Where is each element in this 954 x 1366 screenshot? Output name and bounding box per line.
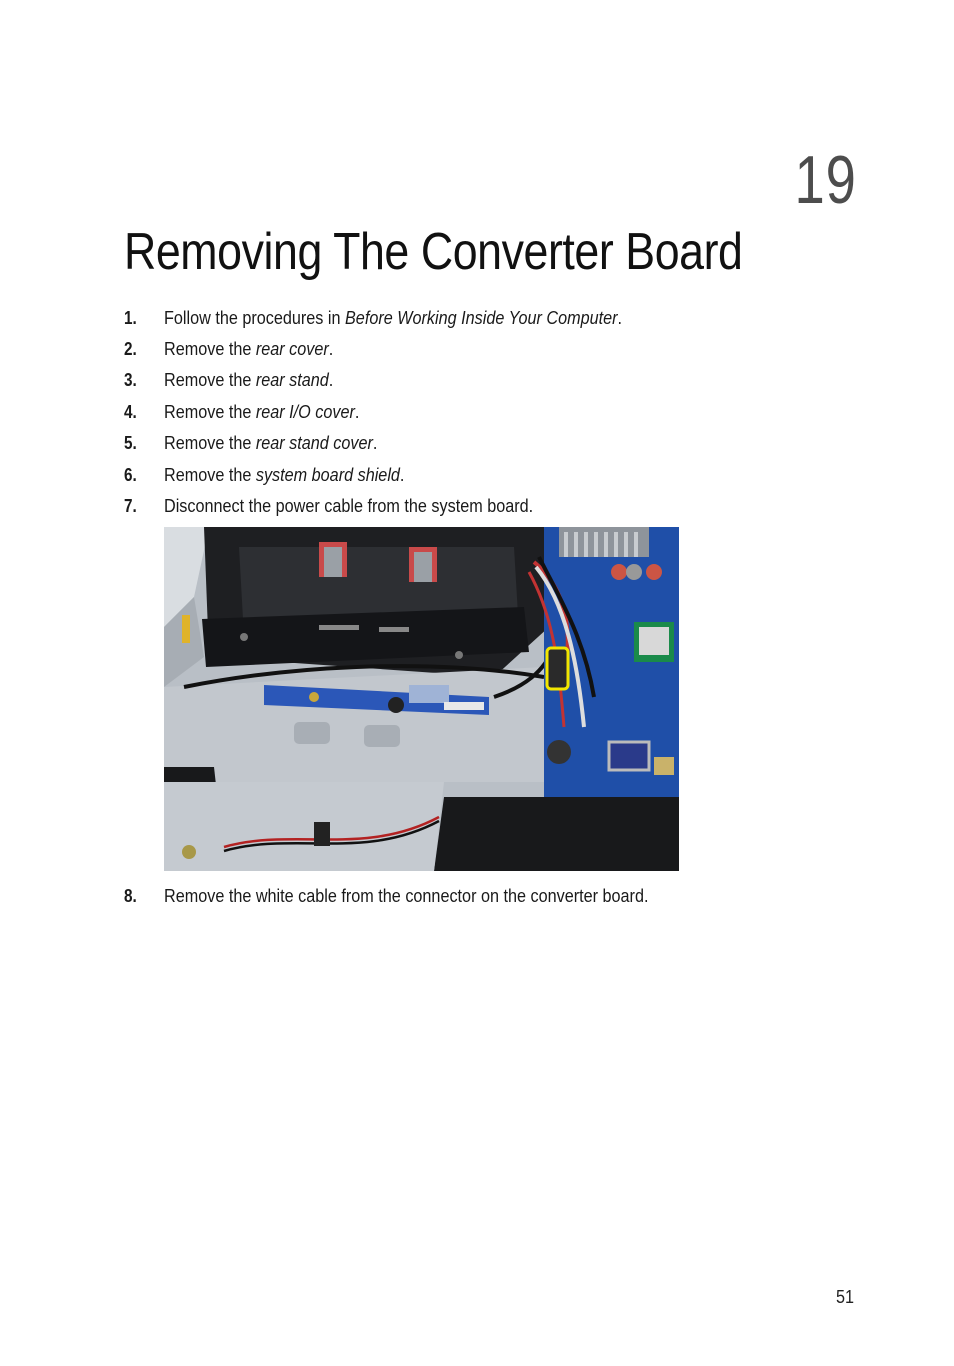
step-number: 6. <box>124 465 137 485</box>
step-link[interactable]: rear stand <box>255 370 329 390</box>
step-link[interactable]: system board shield <box>255 465 400 485</box>
step-number: 8. <box>124 886 137 906</box>
step-link[interactable]: rear cover <box>255 339 329 359</box>
step-text-pre: Remove the <box>164 465 256 485</box>
step-number: 7. <box>124 496 137 516</box>
step-link[interactable]: rear stand cover <box>255 433 373 453</box>
step-text-post: . <box>328 339 334 359</box>
step-number: 2. <box>124 339 137 359</box>
step-text-post: . <box>328 370 334 390</box>
step-text-post: . <box>354 402 360 422</box>
step-2 <box>124 336 844 362</box>
step-text-pre: Remove the <box>164 433 256 453</box>
step-1 <box>124 305 844 331</box>
step-number: 3. <box>124 370 137 390</box>
step-8 <box>124 883 844 909</box>
page-number: 51 <box>835 1287 854 1307</box>
step-text <box>164 305 622 331</box>
step-text: Disconnect the power cable from the system board. <box>164 496 534 516</box>
step-number: 4. <box>124 402 137 422</box>
step-text <box>164 367 333 393</box>
step-6 <box>124 462 844 488</box>
step-text-post: . <box>372 433 378 453</box>
step-number: 5. <box>124 433 137 453</box>
step-text-post: . <box>617 308 623 328</box>
step-text <box>164 399 359 425</box>
step-link[interactable]: rear I/O cover <box>255 402 355 422</box>
step-text-pre: Remove the <box>164 370 256 390</box>
step-text-pre: Remove the <box>164 339 256 359</box>
step-text <box>164 336 333 362</box>
step-4 <box>124 399 844 425</box>
step-text-pre: Remove the <box>164 402 256 422</box>
chapter-number: 19 <box>794 142 857 218</box>
step-5 <box>124 430 844 456</box>
step-link[interactable]: Before Working Inside Your Computer <box>344 308 618 328</box>
step-text <box>164 462 404 488</box>
step-3 <box>124 367 844 393</box>
chapter-title: Removing The Converter Board <box>124 223 743 281</box>
step-7 <box>124 493 844 519</box>
step-text-post: . <box>399 465 405 485</box>
step-text: Remove the white cable from the connector on the converter board. <box>164 886 649 906</box>
step-number: 1. <box>124 308 137 328</box>
step-text-pre: Follow the procedures in <box>164 308 345 328</box>
step-text <box>164 430 377 456</box>
converter-board-photo <box>164 527 679 871</box>
